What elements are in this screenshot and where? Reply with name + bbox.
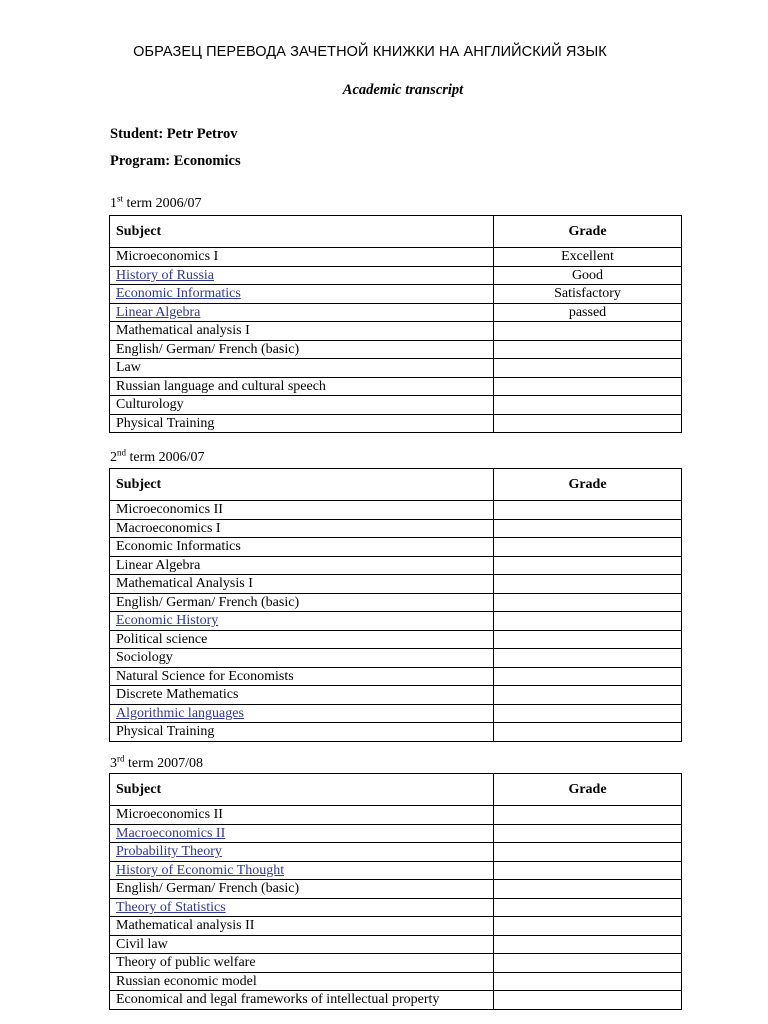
grade-cell	[494, 377, 682, 396]
grade-cell	[494, 861, 682, 880]
table-row	[110, 667, 682, 686]
subject-cell	[110, 686, 494, 705]
subject-text: Russian language and cultural speech	[116, 378, 326, 394]
document-title: ОБРАЗЕЦ ПЕРЕВОДА ЗАЧЕТНОЙ КНИЖКИ НА АНГЛИЙСКИЙ ЯЗЫК	[133, 44, 607, 60]
subject-cell	[110, 991, 494, 1010]
subject-text: Physical Training	[116, 724, 215, 740]
table-row	[110, 248, 682, 267]
grade-column-header: Grade	[494, 469, 682, 501]
table-header-row	[110, 216, 682, 248]
subject-cell	[110, 880, 494, 899]
subject-text: Culturology	[116, 397, 184, 413]
subject-cell	[110, 898, 494, 917]
subject-cell	[110, 612, 494, 631]
grade-cell	[494, 954, 682, 973]
document-subtitle: Academic transcript	[342, 82, 464, 98]
subject-column-header: Subject	[110, 216, 494, 248]
term-table-1	[109, 215, 682, 433]
grade-cell	[494, 340, 682, 359]
grade-cell	[494, 704, 682, 723]
subject-cell	[110, 519, 494, 538]
grade-cell	[494, 593, 682, 612]
subject-text: Political science	[116, 631, 208, 647]
subject-text: Civil law	[116, 936, 168, 952]
table-row	[110, 686, 682, 705]
grade-cell	[494, 556, 682, 575]
grade-cell: Good	[494, 266, 682, 285]
subject-column-header: Subject	[110, 774, 494, 806]
subject-cell	[110, 575, 494, 594]
table-row	[110, 396, 682, 415]
table-row	[110, 538, 682, 557]
grade-cell: Excellent	[494, 248, 682, 267]
table-row	[110, 359, 682, 378]
subject-cell	[110, 414, 494, 433]
subject-cell	[110, 593, 494, 612]
subject-cell	[110, 917, 494, 936]
subject-cell	[110, 377, 494, 396]
student-line: Student: Petr Petrov	[110, 126, 238, 142]
grade-cell	[494, 575, 682, 594]
subject-column-header: Subject	[110, 469, 494, 501]
subject-text: English/ German/ French (basic)	[116, 594, 300, 610]
grade-cell	[494, 359, 682, 378]
subject-cell	[110, 806, 494, 825]
grade-cell	[494, 322, 682, 341]
subject-link[interactable]: Economic Informatics	[116, 286, 241, 302]
grade-cell	[494, 843, 682, 862]
grade-cell	[494, 898, 682, 917]
subject-cell	[110, 704, 494, 723]
grade-cell	[494, 519, 682, 538]
program-line: Program: Economics	[110, 153, 241, 169]
subject-cell	[110, 285, 494, 304]
subject-cell	[110, 501, 494, 520]
grade-cell	[494, 538, 682, 557]
grade-column-header: Grade	[494, 216, 682, 248]
subject-cell	[110, 667, 494, 686]
grade-cell	[494, 649, 682, 668]
subject-link[interactable]: Theory of Statistics	[116, 899, 226, 915]
grade-column-header: Grade	[494, 774, 682, 806]
term-label-2: 2nd term 2006/07	[110, 447, 205, 465]
table-row	[110, 861, 682, 880]
grade-cell	[494, 723, 682, 742]
subject-link[interactable]: Macroeconomics II	[116, 825, 226, 841]
table-row	[110, 377, 682, 396]
grade-cell	[494, 991, 682, 1010]
subject-cell	[110, 396, 494, 415]
table-row	[110, 843, 682, 862]
subject-link[interactable]: Algorithmic languages	[116, 705, 244, 721]
subject-text: Physical Training	[116, 415, 215, 431]
table-row	[110, 824, 682, 843]
subject-link[interactable]: History of Economic Thought	[116, 862, 285, 878]
subject-cell	[110, 266, 494, 285]
table-row	[110, 303, 682, 322]
grade-cell	[494, 686, 682, 705]
term-label-3: 3rd term 2007/08	[110, 753, 204, 771]
subject-text: Mathematical analysis I	[116, 323, 250, 339]
subject-text: Macroeconomics I	[116, 520, 221, 536]
grade-cell	[494, 630, 682, 649]
subject-text: Mathematical analysis II	[116, 918, 255, 934]
grade-cell	[494, 396, 682, 415]
subject-text: Linear Algebra	[116, 557, 201, 573]
subject-text: Sociology	[116, 650, 173, 666]
table-row	[110, 972, 682, 991]
subject-text: Microeconomics II	[116, 502, 223, 518]
table-row	[110, 285, 682, 304]
table-row	[110, 880, 682, 899]
table-row	[110, 649, 682, 668]
table-header-row	[110, 469, 682, 501]
subject-cell	[110, 935, 494, 954]
table-row	[110, 414, 682, 433]
subject-cell	[110, 861, 494, 880]
grade-cell	[494, 501, 682, 520]
subject-cell	[110, 954, 494, 973]
subject-text: Discrete Mathematics	[116, 687, 239, 703]
subject-link[interactable]: Linear Algebra	[116, 304, 201, 320]
subject-cell	[110, 340, 494, 359]
subject-text: Microeconomics I	[116, 249, 219, 265]
subject-text: Theory of public welfare	[116, 955, 256, 971]
subject-cell	[110, 322, 494, 341]
table-row	[110, 340, 682, 359]
table-row	[110, 519, 682, 538]
grade-cell	[494, 414, 682, 433]
grade-cell	[494, 667, 682, 686]
grade-cell	[494, 806, 682, 825]
table-row	[110, 266, 682, 285]
term-label-1: 1st term 2006/07	[110, 193, 202, 211]
subject-cell	[110, 556, 494, 575]
subject-link[interactable]: Probability Theory	[116, 844, 222, 860]
table-row	[110, 704, 682, 723]
table-row	[110, 593, 682, 612]
subject-cell	[110, 359, 494, 378]
subject-text: Russian economic model	[116, 973, 257, 989]
table-row	[110, 630, 682, 649]
grade-cell	[494, 880, 682, 899]
table-row	[110, 322, 682, 341]
subject-cell	[110, 630, 494, 649]
table-row	[110, 991, 682, 1010]
grade-cell: passed	[494, 303, 682, 322]
subject-text: Economical and legal frameworks of intellectual property	[116, 992, 440, 1008]
table-row	[110, 501, 682, 520]
subject-link[interactable]: History of Russia	[116, 267, 214, 283]
subject-link[interactable]: Economic History	[116, 613, 219, 629]
table-row	[110, 898, 682, 917]
grade-cell	[494, 824, 682, 843]
table-row	[110, 556, 682, 575]
grade-cell	[494, 935, 682, 954]
subject-cell	[110, 248, 494, 267]
grade-cell	[494, 612, 682, 631]
subject-cell	[110, 538, 494, 557]
subject-text: English/ German/ French (basic)	[116, 881, 300, 897]
subject-cell	[110, 303, 494, 322]
table-row	[110, 935, 682, 954]
subject-text: Law	[116, 360, 141, 376]
subject-text: Microeconomics II	[116, 807, 223, 823]
subject-text: English/ German/ French (basic)	[116, 341, 300, 357]
subject-text: Natural Science for Economists	[116, 668, 294, 684]
table-row	[110, 575, 682, 594]
table-row	[110, 917, 682, 936]
grade-cell	[494, 917, 682, 936]
table-header-row	[110, 774, 682, 806]
subject-cell	[110, 824, 494, 843]
subject-cell	[110, 843, 494, 862]
table-row	[110, 806, 682, 825]
subject-cell	[110, 723, 494, 742]
subject-text: Economic Informatics	[116, 539, 241, 555]
table-row	[110, 954, 682, 973]
grade-cell	[494, 972, 682, 991]
table-row	[110, 612, 682, 631]
term-table-2	[109, 468, 682, 742]
table-row	[110, 723, 682, 742]
term-table-3	[109, 773, 682, 1010]
subject-cell	[110, 649, 494, 668]
grade-cell: Satisfactory	[494, 285, 682, 304]
subject-text: Mathematical Analysis I	[116, 576, 253, 592]
subject-cell	[110, 972, 494, 991]
